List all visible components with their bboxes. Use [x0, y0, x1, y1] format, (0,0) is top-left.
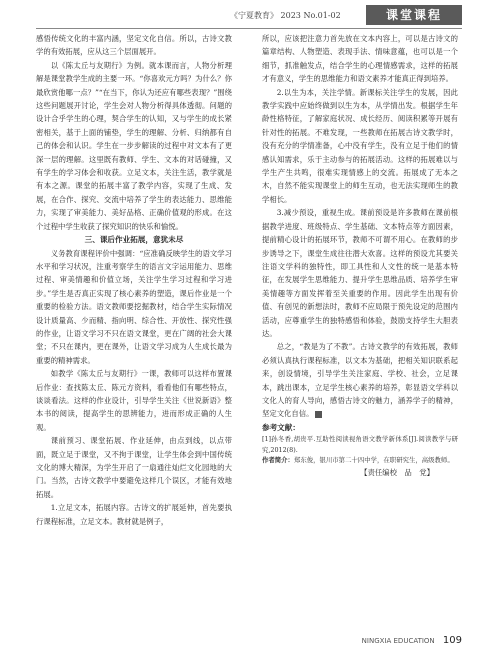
body-paragraph: 课前预习、课堂拓展、作业延伸，由点到线，以点带面，既立足于课堂，又不拘于课堂，让学生体会到中国传统文化的博大精深，为学生开启了一扇通往灿烂文化园地的大门。当然，古诗文教学中要避免这样几个误区，才能有效地拓展。 [36, 436, 232, 499]
body-paragraph [262, 340, 458, 420]
section-heading: 三、课后作业拓展，意犹未尽 [84, 235, 184, 245]
paragraph-text: 总之，“教是为了不教”。古诗文教学的有效拓展，教师必须认真执行课程标准，以文本为基础，把相关知识联系起来，创设情境，引导学生关注家庭、学校、社会，立足课本，跳出课本，立足学生核心素养的培养，彰显语文学科以文化人的育人导向，感悟古诗文的魅力，涵养学子的精神，坚定文化自信。 [262, 342, 458, 419]
right-column [262, 32, 458, 592]
body-paragraph: 义务教育课程评价中强调：“应准确反映学生的语文学习水平和学习状况，注重考察学生的语言文字运用能力、思维过程、审美情趣和价值立场，关注学生学习过程和学习进步。”学生是否真正实现了核心素养的塑造，课后作业是一个重要的检验方法。语文教师要挖掘教材，结合学生实际情况设计质量高、少而精、指向明、综合性、开放性、探究性强的作业，让语文学习不只在语文课堂，更在广阔的社会大课堂；不只在课内，更在课外，让语文学习成为人生成长最为重要的精神需求。 [36, 248, 232, 365]
section-tab: 课堂课程 [366, 5, 462, 25]
body-paragraph: 3.减少预设，重视生成。课前预设是许多教师在课前根据教学进度、班级特点、学生基础、文本特点等方面因素，提前精心设计的拓展环节，教师不可谓不用心。在教师的步步诱导之下，课堂生成往往潜大欢喜。这样的预设尤其要关注语文学科的独特性，即工具性和人文性的统一是基本特征，在发展学生思维能力、提升学生思维品质、培养学生审美情趣等方面发挥着至关重要的作用。因此学生出现有价值、有创见的新想法时，教师不应局限于预先设定的范围内活动，应尊重学生的独特感悟和体验，鼓励支持学生大胆表达。 [262, 208, 458, 338]
author-bio-text: 郑东俊，银川市第二十四中学，在职研究生，高级教师。 [293, 456, 454, 465]
page-footer [362, 635, 462, 646]
author-bio-label: 作者简介： [262, 456, 294, 465]
article-end-square-icon [315, 411, 322, 418]
header-rule [36, 28, 462, 29]
body-paragraph: 所以，应该把注意力首先放在文本内容上，可以是古诗文的篇章结构、人物塑造、表现手法、情味意蕴，也可以是一个细节，抓准触发点，结合学生的心理情感需求，这样的拓展才有意义，学生的思维能力和语文素养才能真正得到培养。 [262, 34, 458, 84]
author-bio [262, 455, 458, 466]
journal-title: 《宁夏教育》 2023 No.01-02 [230, 11, 341, 20]
page-header [0, 0, 480, 30]
reference-item: [1]孙冬香,胡贵平.互助性阅读视角语文教学新体系[J].阅读教学与研究,2012(8). [262, 435, 458, 454]
left-column [36, 32, 232, 624]
body-paragraph: 2.以生为本，关注学情。新课标关注学生的发展，因此教学实践中应始终做到以生为本，从学情出发。根据学生年龄性格特征，了解家庭状况、成长经历、阅读积累等开展有针对性的拓展。不难发现，一些教师在拓展古诗文教学时，没有充分的学情准备，心中没有学生，没有立足于他们的情感认知需求，乐于主动参与的拓展活动。这样的拓展难以与学生产生共鸣，很难实现情感上的交流。拓展成了无本之木，自然不能实现课堂上的师生互动，也无法实现师生的教学相长。 [262, 87, 458, 204]
references-title: 参考文献： [262, 422, 300, 432]
body-paragraph: 1.立足文本，拓展内容。古诗文的扩展延伸，首先要执行课程标准，立足文本。教材就是例子， [36, 503, 232, 526]
body-paragraph: 感悟传统文化的丰富内涵，坚定文化自信。所以，古诗文教学的有效拓展，应从这三个层面展开。 [36, 34, 232, 57]
body-paragraph: 如教学《陈太丘与友期行》一课，教师可以这样布置课后作业：查找陈太丘、陈元方资料，看看他们有哪些特点，谈谈看法。这样的作业设计，引导学生关注《世说新语》整本书的阅读，提高学生的思辨能力，进而形成正确的人生观。 [36, 369, 232, 432]
editor-credit: 【责任编校 品 党】 [360, 467, 434, 477]
page-number: 109 [442, 635, 462, 646]
body-paragraph: 以《陈太丘与友期行》为例。就本课而言，人物分析理解是课堂教学生成的主要一环。“你喜欢元方吗？为什么？你最欣赏他哪一点？”“在当下，你认为还应有哪些表现？”围绕这些问题展开讨论，学生会对人物分析得具体透彻。问题的设计合乎学生的心理，契合学生的认知，又与学生的成长紧密相关，基于上面的铺垫，学生的理解、分析、归纳都有自己的体会和认识。学生在一步步解读的过程中对文本有了更深一层的理解。这里既有教师、学生、文本的对话碰撞，又有学生的学习体会和收获。立足文本，关注生活，教学就是有本之源。课堂的拓展丰富了教学内容，实现了生成、发展，在合作、探究、交流中培养了学生的表达能力、思维能力，实现了审美能力、美好品格、正确价值观的形成。在这个过程中学生收获了探究知识的快乐和愉悦。 [36, 60, 232, 231]
footer-journal-label: NINGXIA EDUCATION [361, 637, 435, 645]
